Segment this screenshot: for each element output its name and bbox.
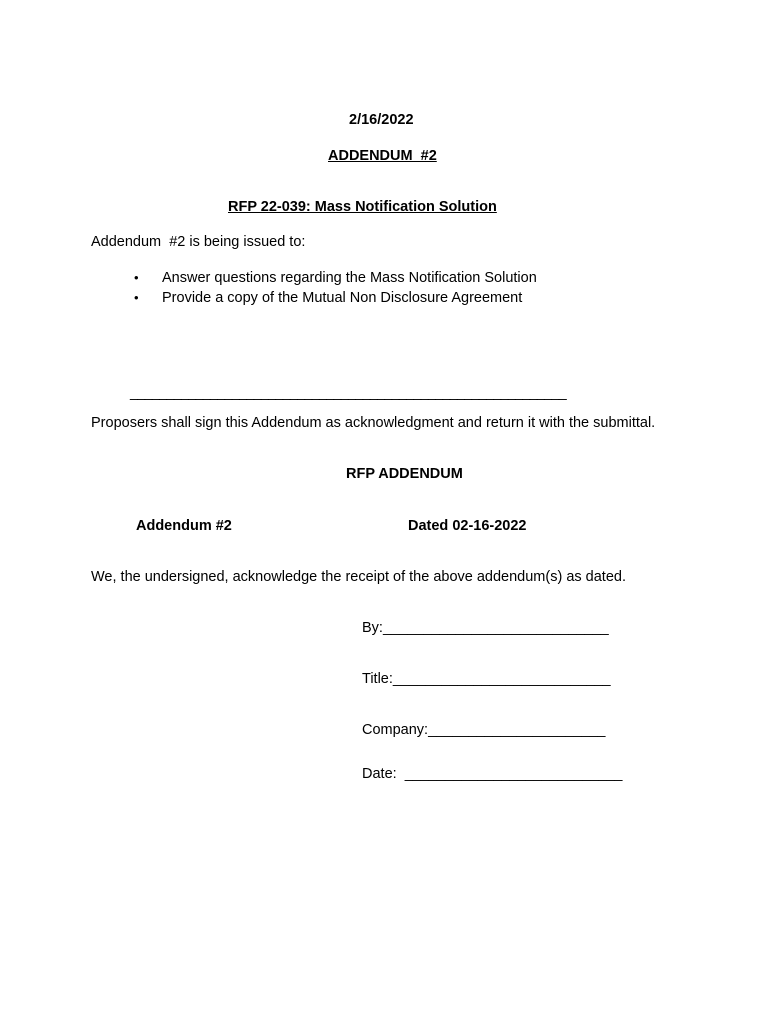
separator-line: ____________________________________________________________ bbox=[130, 385, 566, 401]
document-date: 2/16/2022 bbox=[349, 112, 414, 128]
signature-company-field: Company:______________________ bbox=[362, 722, 606, 738]
signature-date-field: Date: ___________________________ bbox=[362, 766, 623, 782]
addendum-title: ADDENDUM #2 bbox=[328, 148, 437, 164]
instruction-text: Proposers shall sign this Addendum as acknowledgment and return it with the submittal. bbox=[91, 415, 656, 431]
form-heading: RFP ADDENDUM bbox=[346, 466, 463, 482]
bullet-item: Provide a copy of the Mutual Non Disclosure Agreement bbox=[162, 290, 523, 306]
signature-by-field: By:____________________________ bbox=[362, 620, 609, 636]
acknowledgment-text: We, the undersigned, acknowledge the receipt of the above addendum(s) as dated. bbox=[91, 569, 626, 585]
bullet-icon: • bbox=[134, 290, 139, 305]
dated-label: Dated 02-16-2022 bbox=[408, 518, 527, 534]
bullet-item: Answer questions regarding the Mass Notification Solution bbox=[162, 270, 537, 286]
bullet-icon: • bbox=[134, 270, 139, 285]
addendum-label: Addendum #2 bbox=[136, 518, 232, 534]
intro-text: Addendum #2 is being issued to: bbox=[91, 234, 306, 250]
signature-title-field: Title:___________________________ bbox=[362, 671, 611, 687]
rfp-title: RFP 22-039: Mass Notification Solution bbox=[228, 199, 497, 215]
